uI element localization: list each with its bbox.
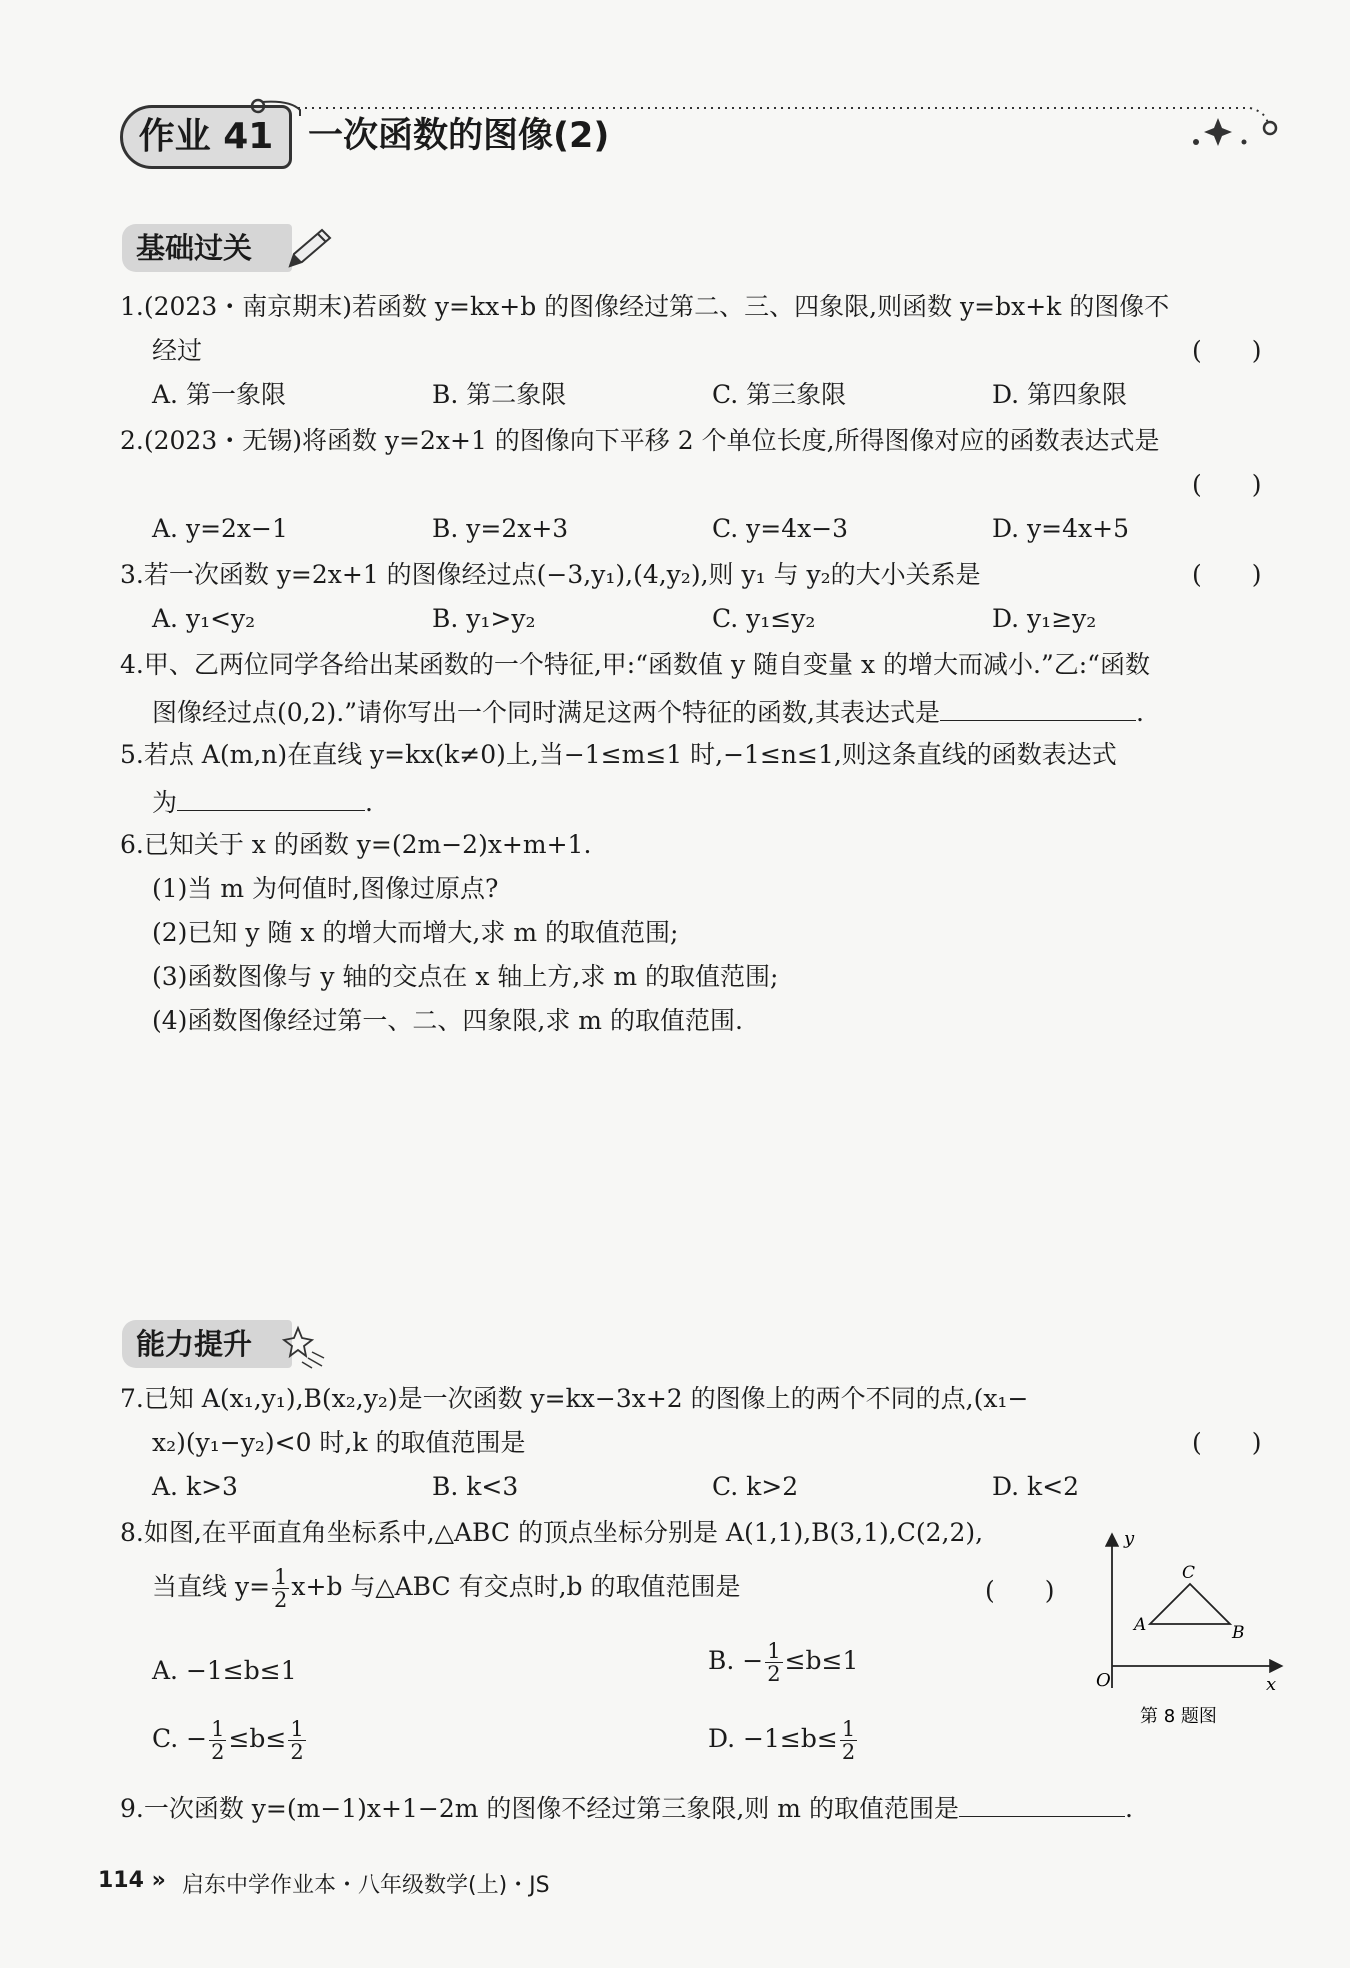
q1-option-c: C. 第三象限 [712,380,847,409]
fraction-half: $\frac{1}{2}$ [290,1717,304,1764]
q4-line1: 4.甲、乙两位同学各给出某函数的一个特征,甲:“函数值 y 随自变量 x 的增大而减小.”乙:“函数 [120,650,1150,679]
q1-option-d: D. 第四象限 [992,380,1128,409]
header-title: 一次函数的图像(2) [308,116,610,156]
y-axis-label: y [1124,1528,1135,1549]
header-decoration [0,0,1350,220]
q3-option-b: B. y₁>y₂ [432,604,536,633]
q2-line1: 2.(2023・无锡)将函数 y=2x+1 的图像向下平移 2 个单位长度,所得图像对应的函数表达式是 [120,426,1160,455]
section-basic-label: 基础过关 [122,224,292,272]
x-axis-label: x [1266,1674,1277,1695]
q2-option-c: C. y=4x−3 [712,514,849,543]
homework-badge: 作业 41 [120,105,292,169]
q1-answer-paren: ( ) [1192,336,1262,365]
q3-line1: 3.若一次函数 y=2x+1 的图像经过点(−3,y₁),(4,y₂),则 y₁ 与 y₂的大小关系是 [120,560,981,589]
q6-part3: (3)函数图像与 y 轴的交点在 x 轴上方,求 m 的取值范围; [152,962,779,991]
q9-line1 [120,1788,1133,1826]
pencil-icon [284,226,334,272]
q2-option-b: B. y=2x+3 [432,514,569,543]
q8-line1: 8.如图,在平面直角坐标系中,△ABC 的顶点坐标分别是 A(1,1),B(3,1),C(2,2), [120,1518,984,1547]
q5-answer-blank[interactable] [177,782,365,811]
footer-book-title: 启东中学作业本・八年级数学(上)・JS [182,1873,550,1898]
q7-answer-paren: ( ) [1192,1428,1262,1457]
q6-line1: 6.已知关于 x 的函数 y=(2m−2)x+m+1. [120,830,592,859]
q7-line1: 7.已知 A(x₁,y₁),B(x₂,y₂)是一次函数 y=kx−3x+2 的图像上的两个不同的点,(x₁− [120,1384,1029,1413]
q8-option-b: B. − $\frac{1}{2}$ ≤b≤1 [708,1639,859,1686]
q5-end: . [365,788,373,817]
q4-line2-text: 图像经过点(0,2).”请你写出一个同时满足这两个特征的函数,其表达式是 [152,698,940,727]
q3-option-d: D. y₁≥y₂ [992,604,1097,633]
q1-option-a: A. 第一象限 [152,380,286,409]
q1-line1: 1.(2023・南京期末)若函数 y=kx+b 的图像经过第二、三、四象限,则函数 y=bx+k 的图像不 [120,292,1170,321]
q4-end: . [1135,698,1144,727]
q3-option-a: A. y₁<y₂ [152,604,256,633]
q8-line2-pre: 当直线 y= [152,1572,271,1601]
q9-text: 9.一次函数 y=(m−1)x+1−2m 的图像不经过第三象限,则 m 的取值范围是 [120,1794,959,1823]
q5-line2 [152,782,373,820]
q5-line1: 5.若点 A(m,n)在直线 y=kx(k≠0)上,当−1≤m≤1 时,−1≤n≤1,则这条直线的函数表达式 [120,740,1117,769]
section-advanced-label: 能力提升 [122,1320,292,1368]
q9-end: . [1124,1794,1133,1823]
q1-line2: 经过 [152,336,203,365]
q8-option-c: C. − $\frac{1}{2}$ ≤b≤ $\frac{1}{2}$ [152,1717,304,1764]
q8-line2-post: x+b 与△ABC 有交点时,b 的取值范围是 [291,1572,741,1601]
q7-line2: x₂)(y₁−y₂)<0 时,k 的取值范围是 [152,1428,526,1457]
fraction-half: $\frac{1}{2}$ [274,1565,288,1612]
q3-option-c: C. y₁≤y₂ [712,604,816,633]
q8-answer-paren: ( ) [985,1576,1055,1605]
q3-answer-paren: ( ) [1192,560,1262,589]
q6-part2: (2)已知 y 随 x 的增大而增大,求 m 的取值范围; [152,918,679,947]
q5-line2-text: 为 [152,788,178,817]
q7-option-d: D. k<2 [992,1472,1080,1501]
vertex-a-label: A [1134,1615,1147,1635]
origin-label: O [1096,1670,1111,1691]
q6-part4: (4)函数图像经过第一、二、四象限,求 m 的取值范围. [152,1006,743,1035]
fraction-half: $\frac{1}{2}$ [767,1639,781,1686]
q4-line2 [152,692,1144,730]
q2-option-a: A. y=2x−1 [152,514,288,543]
q8-option-a: A. −1≤b≤1 [152,1656,297,1685]
q4-answer-blank[interactable] [940,692,1136,721]
q7-option-c: C. k>2 [712,1472,799,1501]
q8-figure [1080,1520,1290,1740]
fraction-half: $\frac{1}{2}$ [211,1717,225,1764]
stars-icon [278,1318,328,1370]
q7-option-a: A. k>3 [152,1472,238,1501]
vertex-c-label: C [1182,1563,1196,1583]
figure-caption: 第 8 题图 [1140,1706,1217,1727]
q1-option-b: B. 第二象限 [432,380,567,409]
q2-option-d: D. y=4x+5 [992,514,1129,543]
triangle-abc [1150,1584,1230,1624]
q6-part1: (1)当 m 为何值时,图像过原点? [152,874,499,903]
q2-answer-paren: ( ) [1192,470,1262,499]
q8-option-d: D. −1≤b≤ $\frac{1}{2}$ [708,1717,856,1764]
q7-option-b: B. k<3 [432,1472,519,1501]
q8-line2 [152,1566,741,1611]
vertex-b-label: B [1232,1623,1245,1643]
q9-answer-blank[interactable] [959,1788,1125,1817]
fraction-half: $\frac{1}{2}$ [841,1717,856,1764]
footer-page-number: 114 » [98,1868,166,1893]
